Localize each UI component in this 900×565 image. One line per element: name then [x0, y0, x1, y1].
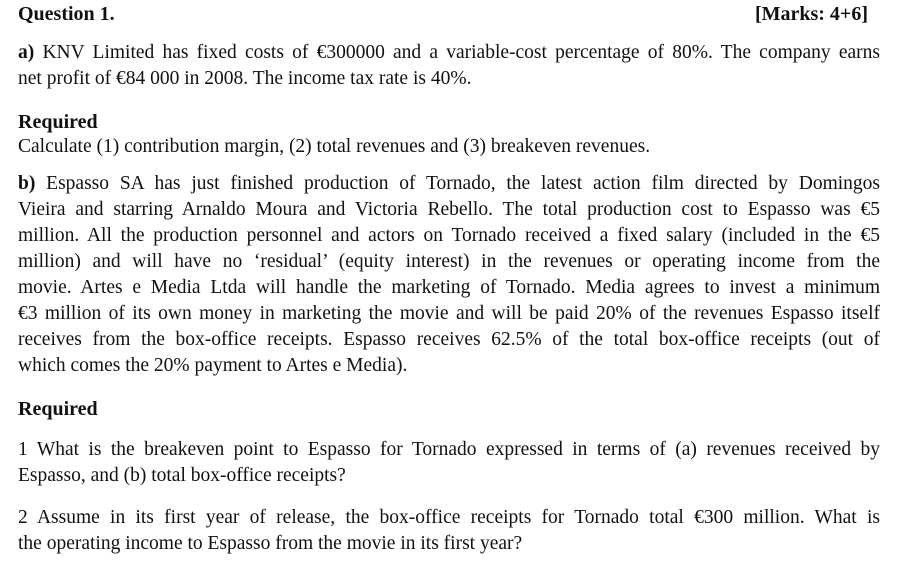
- part-a-paragraph: [18, 40, 880, 92]
- question-document: [18, 0, 882, 565]
- required-b-q1-line-1: 1 What is the breakeven point to Espasso for Tornado expressed in terms of (a) revenues received by: [18, 439, 880, 460]
- part-b-line-2: Vieira and starring Arnaldo Moura and Victoria Rebello. The total production cost to Espasso was €5: [18, 199, 880, 220]
- part-b-line-3: million. All the production personnel and actors on Tornado received a fixed salary (included in the €5: [18, 225, 880, 246]
- part-b-line-5: movie. Artes e Media Ltda will handle the marketing of Tornado. Media agrees to invest a minimum: [18, 277, 880, 298]
- required-b-heading: Required: [18, 398, 98, 420]
- question-title: Question 1.: [18, 3, 115, 25]
- part-b-line-1: [18, 171, 880, 197]
- required-b-q2-line-2: the operating income to Espasso from the movie in its first year?: [18, 533, 523, 554]
- question-header: [18, 2, 882, 28]
- required-a-heading: Required: [18, 111, 98, 133]
- required-a-text: [18, 134, 880, 160]
- part-b-line-6: €3 million of its own money in marketing the movie and will be paid 20% of the revenues Espasso itself: [18, 303, 880, 324]
- required-a-line: Calculate (1) contribution margin, (2) total revenues and (3) breakeven revenues.: [18, 136, 651, 157]
- part-a-line-1: [18, 40, 880, 66]
- part-a-line-1-text: KNV Limited has fixed costs of €300000 and a variable-cost percentage of 80%. The company earns: [42, 42, 881, 63]
- part-b-line-1-text: Espasso SA has just finished production of Tornado, the latest action film directed by Domingos: [46, 173, 880, 194]
- required-b-q2-line-1: 2 Assume in its first year of release, the box-office receipts for Tornado total €300 million. What is: [18, 507, 880, 528]
- marks-label: [Marks: 4+6]: [754, 3, 868, 25]
- part-b-label: b): [18, 173, 36, 194]
- part-b-line-7: receives from the box-office receipts. Espasso receives 62.5% of the total box-office receipts (out of: [18, 329, 880, 350]
- part-b-line-8: which comes the 20% payment to Artes e Media).: [18, 355, 408, 376]
- part-a-label: a): [18, 42, 35, 63]
- part-b-line-4: million) and will have no ‘residual’ (equity interest) in the revenues or operating income from the: [18, 251, 880, 272]
- part-a-line-2: net profit of €84 000 in 2008. The income tax rate is 40%.: [18, 68, 472, 89]
- part-b-paragraph: [18, 171, 880, 379]
- required-b-question-1: [18, 437, 880, 489]
- required-b-q1-line-2: Espasso, and (b) total box-office receipts?: [18, 465, 346, 486]
- required-b-question-2: [18, 505, 880, 557]
